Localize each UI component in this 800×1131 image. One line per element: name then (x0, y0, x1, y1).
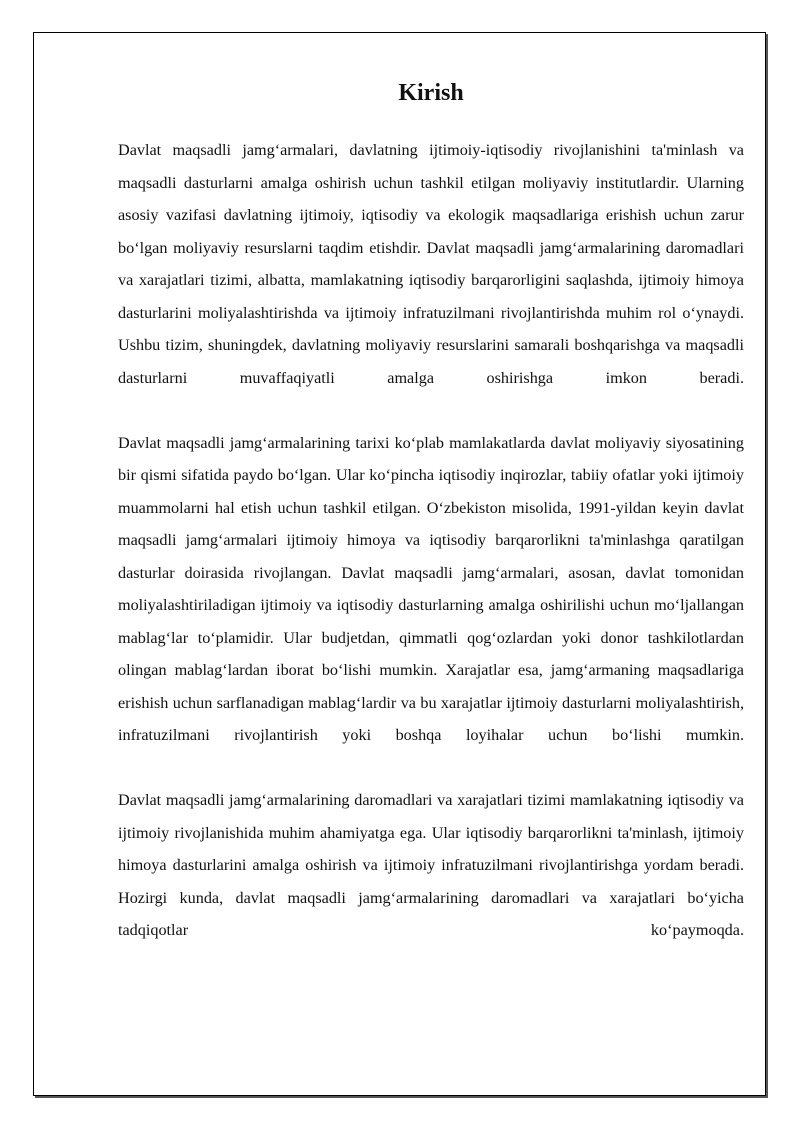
paragraph-2: Davlat maqsadli jamg‘armalarining tarixi ko‘plab mamlakatlarda davlat moliyaviy siyosatining bir qismi sifatida paydo bo‘lgan. Ular ko‘pincha iqtisodiy inqirozlar, tabiiy ofatlar yoki ijtimoiy muammolarni hal etish uchun tashkil etilgan. O‘zbekiston misolida, 1991-yildan keyin davlat maqsadli jamg‘armalari ijtimoiy himoya va iqtisodiy barqarorlikni ta'minlashga qaratilgan dasturlar doirasida rivojlangan. Davlat maqsadli jamg‘armalari, asosan, davlat tomonidan moliyalashtiriladigan ijtimoiy va iqtisodiy dasturlarning amalga oshirilishi uchun mo‘ljallangan mablag‘lar to‘plamidir. Ular budjetdan, qimmatli qog‘ozlardan yoki donor tashkilotlardan olingan mablag‘lardan iborat bo‘lishi mumkin. Xarajatlar esa, jamg‘armaning maqsadlariga erishish uchun sarflanadigan mablag‘lardir va bu xarajatlar ijtimoiy dasturlarni moliyalashtirish, infratuzilmani rivojlantirish yoki boshqa loyihalar uchun bo‘lishi mumkin. (118, 433, 744, 744)
paragraph-1: Davlat maqsadli jamg‘armalari, davlatning ijtimoiy-iqtisodiy rivojlanishini ta'minlash va maqsadli dasturlarni amalga oshirish uchun tashkil etilgan moliyaviy institutlardir. Ularning asosiy vazifasi davlatning ijtimoiy, iqtisodiy va ekologik maqsadlariga erishish uchun zarur bo‘lgan moliyaviy resurslarni taqdim etishdir. Davlat maqsadli jamg‘armalarining daromadlari va xarajatlari tizimi, albatta, mamlakatning iqtisodiy barqarorligini saqlashda, ijtimoiy himoya dasturlarini moliyalashtirishda va ijtimoiy infratuzilmani rivojlantirishda muhim rol o‘ynaydi. Ushbu tizim, shuningdek, davlatning moliyaviy resurslarini samarali boshqarishga va maqsadli dasturlarni muvaffaqiyatli amalga oshirishga imkon beradi. (118, 141, 744, 387)
document-title: Kirish (398, 80, 464, 106)
page (33, 32, 766, 1096)
document-body (118, 78, 744, 947)
paragraph-3: Davlat maqsadli jamg‘armalarining daromadlari va xarajatlari tizimi mamlakatning iqtisodiy va ijtimoiy rivojlanishida muhim ahamiyatga ega. Ular iqtisodiy barqarorlikni ta'minlash, ijtimoiy himoya dasturlarini amalga oshirish va ijtimoiy infratuzilmani rivojlantirishga yordam beradi. Hozirgi kunda, davlat maqsadli jamg‘armalarining daromadlari va xarajatlari bo‘yicha tadqiqotlar ko‘paymoqda. (118, 791, 744, 939)
